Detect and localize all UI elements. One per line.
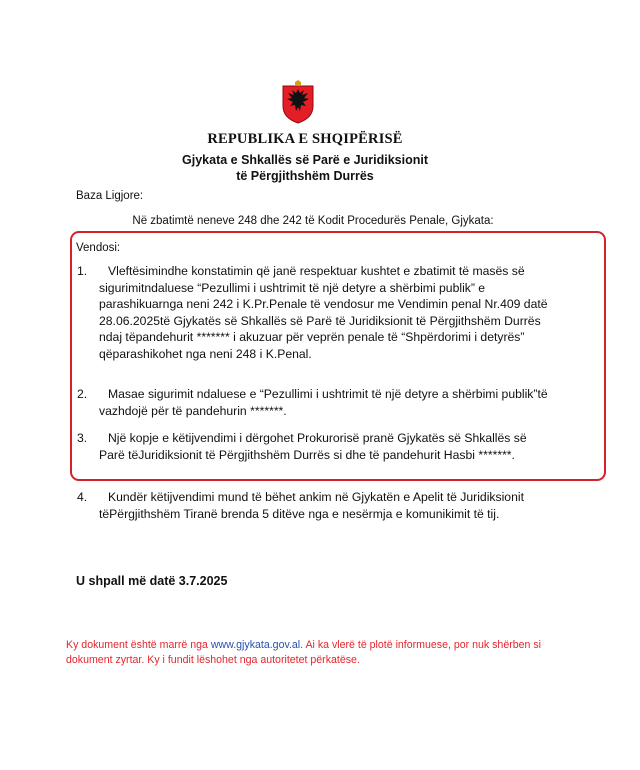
announcement-date: U shpall më datë 3.7.2025 (76, 574, 228, 588)
court-name-line-2: të Përgjithshëm Durrës (236, 169, 374, 183)
item-text: Masae sigurimit ndaluese e “Pezullimi i ushtrimit të një detyre a shërbimi publik”të vazhdojë për të pandehurin *******. (99, 387, 548, 418)
item-number: 4. (77, 490, 88, 504)
item-text: Kundër këtijvendimi mund të bëhet ankim në Gjykatën e Apelit të Juridiksionit tëPërgjithshëm Tiranë brenda 5 ditëve nga e nesërmja e komunikimit të tij. (99, 490, 524, 521)
item-text: Një kopje e këtijvendimi i dërgohet Prokurorisë pranë Gjykatës së Shkallës së Parë tëJuridiksionit të Përgjithshëm Durrës si dhe të pandehurit Hasbi *******. (99, 431, 527, 462)
disclaimer-text-end: . Ai ka vlerë të plotë informuese, por nuk shërben si dokument zyrtar. Ky i fundit lëshohet nga autoritetet përkatëse. (66, 639, 542, 666)
decided-label: Vendosi: (76, 242, 121, 254)
item-number: 1. (77, 264, 88, 278)
court-name-line-1: Gjykata e Shkallës së Parë e Juridiksionit (182, 153, 428, 167)
republic-title: REPUBLIKA E SHQIPËRISË (207, 131, 403, 147)
albanian-eagle-emblem (281, 80, 315, 124)
disclaimer-text-start: Ky dokument është marrë nga (66, 639, 211, 651)
item-text: Vleftësimindhe konstatimin që janë respektuar kushtet e zbatimit të masës së sigurimitndaluese “Pezullimi i ushtrimit të një detyre a shërbimi publik” e parashikuarnga neni 242 i K.Pr.Penale të vendosur me Vendimin penal Nr.409 datë 28.06.2025të Gjykatës së Shkallës së Parë të Juridiksionit të Përgjithshëm Durrës ndaj tëpandehurit ******* i akuzuar për veprën penale të “Shpërdorimi i detyrës” qëparashikohet nga neni 248 i K.Penal. (99, 264, 548, 361)
item-number: 3. (77, 431, 88, 445)
legal-basis-label: Baza Ligjore: (76, 190, 144, 202)
item-number: 2. (77, 387, 88, 401)
disclaimer (66, 638, 566, 667)
court-name (0, 152, 610, 184)
implementation-statement: Në zbatimtë neneve 248 dhe 242 të Kodit Procedurës Penale, Gjykata: (132, 215, 494, 227)
court-website-link[interactable]: www.gjykata.gov.al (210, 639, 301, 651)
